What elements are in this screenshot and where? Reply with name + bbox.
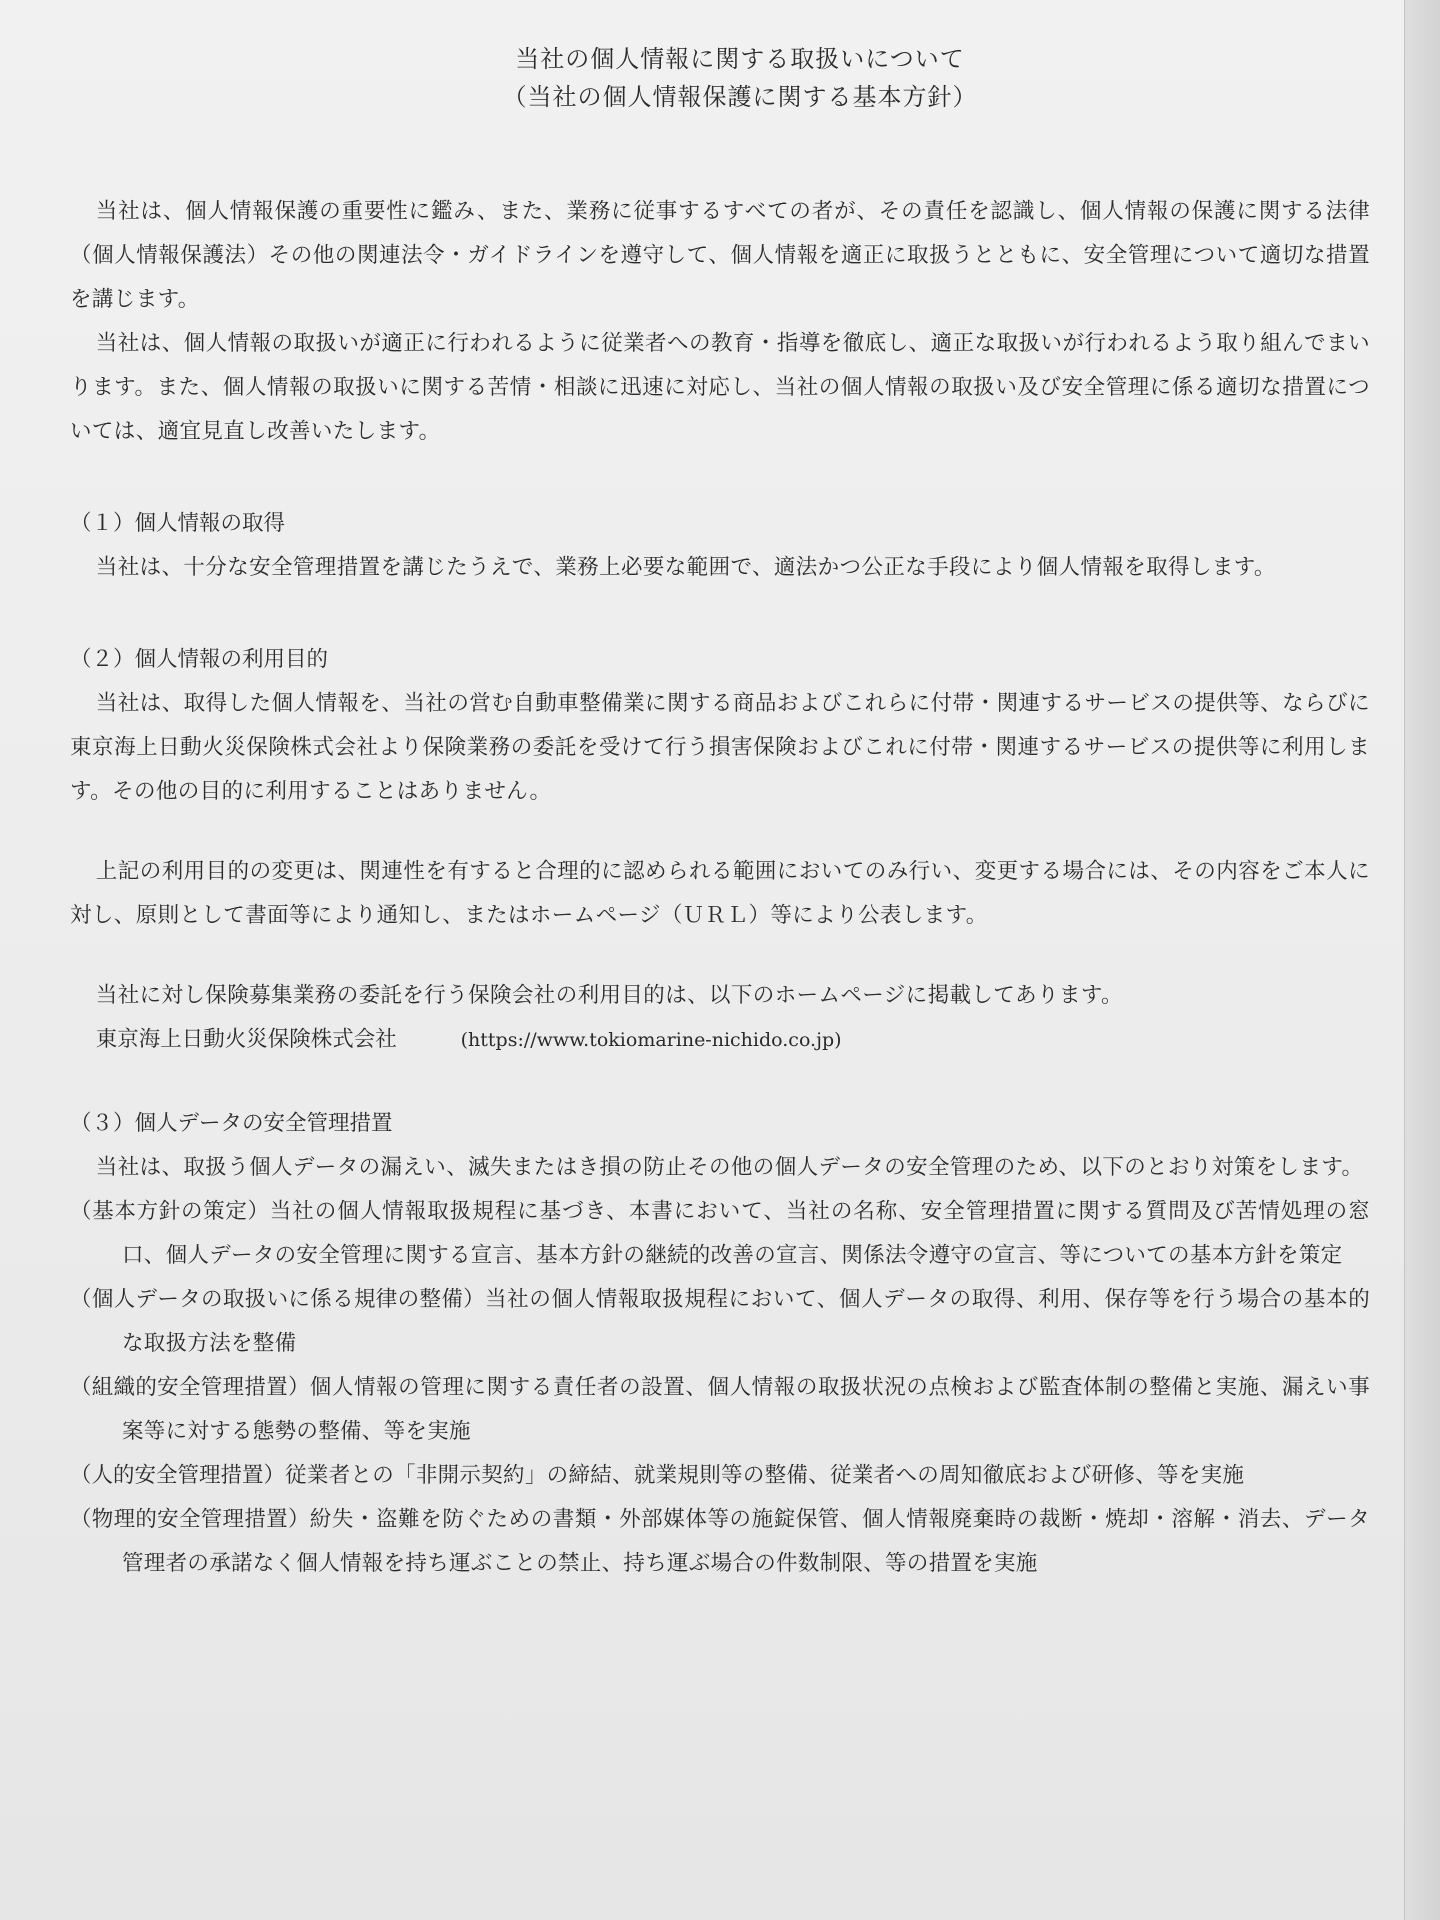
measure-human	[70, 1454, 1370, 1498]
section-2-body-3: 当社に対し保険募集業務の委託を行う保険会社の利用目的は、以下のホームページに掲載してあります。	[95, 983, 1123, 1008]
section-security	[70, 1102, 1370, 1586]
measure-label: （基本方針の策定）	[70, 1199, 270, 1224]
measure-label: （人的安全管理措置）	[70, 1463, 286, 1488]
intro-paragraph-2: 当社は、個人情報の取扱いが適正に行われるように従業者への教育・指導を徹底し、適正な取扱いが行われるよう取り組んでまいります。また、個人情報の取扱いに関する苦情・相談に迅速に対応し、当社の個人情報の取扱い及び安全管理に係る適切な措置については、適宜見直し改善いたします。	[70, 331, 1370, 444]
title-main: 当社の個人情報に関する取扱いについて	[515, 45, 965, 73]
paper-fold-edge	[1404, 0, 1440, 1920]
measure-text: 従業者との「非開示契約」の締結、就業規則等の整備、従業者への周知徹底および研修、等を実施	[285, 1463, 1245, 1488]
measure-organizational	[70, 1366, 1370, 1454]
measure-label: （組織的安全管理措置）	[70, 1375, 310, 1400]
measure-label: （物理的安全管理措置）	[70, 1507, 310, 1532]
measure-text: 紛失・盗難を防ぐための書類・外部媒体等の施錠保管、個人情報廃棄時の裁断・焼却・溶解・消去、データ管理者の承諾なく個人情報を持ち運ぶことの禁止、持ち運ぶ場合の件数制限、等の措置を実施	[122, 1507, 1370, 1576]
intro-paragraph-1: 当社は、個人情報保護の重要性に鑑み、また、業務に従事するすべての者が、その責任を認識し、個人情報の保護に関する法律（個人情報保護法）その他の関連法令・ガイドラインを遵守して、個人情報を適正に取扱うとともに、安全管理について適切な措置を講じます。	[70, 199, 1370, 312]
measure-label: （個人データの取扱いに係る規律の整備）	[70, 1287, 486, 1312]
section-3-body: 当社は、取扱う個人データの漏えい、滅失またはき損の防止その他の個人データの安全管理のため、以下のとおり対策をします。	[95, 1155, 1364, 1180]
insurer-name: 東京海上日動火災保険株式会社	[95, 1027, 397, 1052]
measure-rules	[70, 1278, 1370, 1366]
section-3-heading: （３）個人データの安全管理措置	[70, 1111, 393, 1136]
section-acquisition	[70, 502, 1370, 590]
document-content	[70, 40, 1370, 1586]
measure-text: 当社の個人情報取扱規程において、個人データの取得、利用、保存等を行う場合の基本的な取扱方法を整備	[122, 1287, 1370, 1356]
measure-physical	[70, 1498, 1370, 1586]
section-purpose	[70, 638, 1370, 1062]
section-1-body: 当社は、十分な安全管理措置を講じたうえで、業務上必要な範囲で、適法かつ公正な手段により個人情報を取得します。	[95, 555, 1276, 580]
section-2-heading: （２）個人情報の利用目的	[70, 647, 329, 672]
section-2-body-1: 当社は、取得した個人情報を、当社の営む自動車整備業に関する商品およびこれらに付帯・関連するサービスの提供等、ならびに東京海上日動火災保険株式会社より保険業務の委託を受けて行う損害保険およびこれに付帯・関連するサービスの提供等に利用します。その他の目的に利用することはありません。	[70, 691, 1370, 804]
insurer-line	[70, 1018, 1370, 1062]
insurer-url: (https://www.tokiomarine-nichido.co.jp)	[460, 1029, 842, 1051]
title-sub: （当社の個人情報保護に関する基本方針）	[502, 83, 978, 111]
section-1-heading: （１）個人情報の取得	[70, 511, 286, 536]
section-2-body-2: 上記の利用目的の変更は、関連性を有すると合理的に認められる範囲においてのみ行い、変更する場合には、その内容をご本人に対し、原則として書面等により通知し、またはホームページ（ＵＲＬ）等により公表します。	[70, 859, 1370, 928]
intro-section	[70, 190, 1370, 454]
measure-text: 個人情報の管理に関する責任者の設置、個人情報の取扱状況の点検および監査体制の整備と実施、漏えい事案等に対する態勢の整備、等を実施	[122, 1375, 1370, 1444]
measure-text: 当社の個人情報取扱規程に基づき、本書において、当社の名称、安全管理措置に関する質問及び苦情処理の窓口、個人データの安全管理に関する宣言、基本方針の継続的改善の宣言、関係法令遵守の宣言、等についての基本方針を策定	[122, 1199, 1370, 1268]
measure-basic-policy	[70, 1190, 1370, 1278]
document-title	[110, 40, 1370, 116]
